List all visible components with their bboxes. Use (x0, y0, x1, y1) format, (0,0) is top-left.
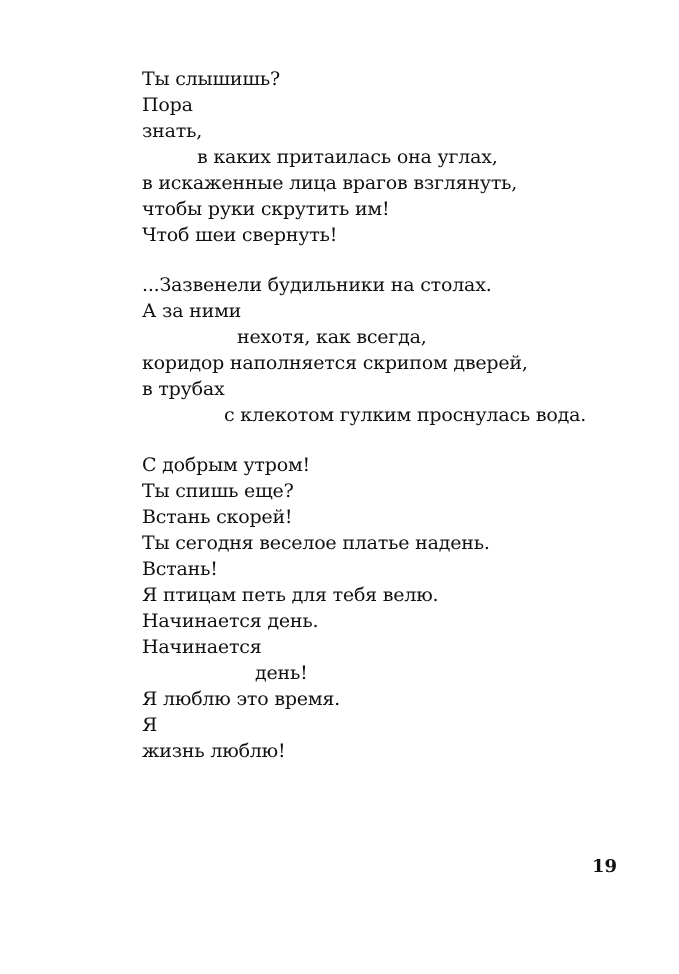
page-number: 19 (591, 856, 617, 877)
poem-line: ...Зазвенели будильники на столах. (142, 274, 492, 296)
poem-line: Ты спишь еще? (142, 480, 294, 502)
poem-line: жизнь люблю! (142, 740, 286, 762)
poem-line: Я (142, 714, 158, 736)
poem-line: Встань! (142, 558, 218, 580)
poem-line: знать, (142, 120, 203, 142)
poem-line: Я люблю это время. (142, 688, 341, 710)
poem-line: в каких притаилась она углах, (197, 146, 498, 168)
poem-line: С добрым утром! (142, 454, 310, 476)
poem-line: Начинается (142, 636, 262, 658)
poem-line: день! (255, 662, 308, 684)
stanza-2 (142, 272, 622, 428)
poem-line: в искаженные лица врагов взглянуть, (142, 172, 518, 194)
poem-line: Пора (142, 94, 193, 116)
poem-text (142, 66, 622, 764)
poem-line: чтобы руки скрутить им! (142, 198, 390, 220)
stanza-gap (142, 428, 622, 452)
poem-line: коридор наполняется скрипом дверей, (142, 352, 528, 374)
poem-line: в трубах (142, 378, 225, 400)
stanza-gap (142, 248, 622, 272)
stanza-3 (142, 452, 622, 764)
poem-line: Ты слышишь? (142, 68, 280, 90)
poem-line: Встань скорей! (142, 506, 293, 528)
poem-line: Начинается день. (142, 610, 319, 632)
poem-line: Я птицам петь для тебя велю. (142, 584, 439, 606)
poem-line: А за ними (142, 300, 242, 322)
poem-line: Чтоб шеи свернуть! (142, 224, 338, 246)
stanza-1 (142, 66, 622, 248)
poem-line: с клекотом гулким проснулась вода. (224, 404, 587, 426)
poem-line: нехотя, как всегда, (237, 326, 427, 348)
poem-line: Ты сегодня веселое платье надень. (142, 532, 490, 554)
